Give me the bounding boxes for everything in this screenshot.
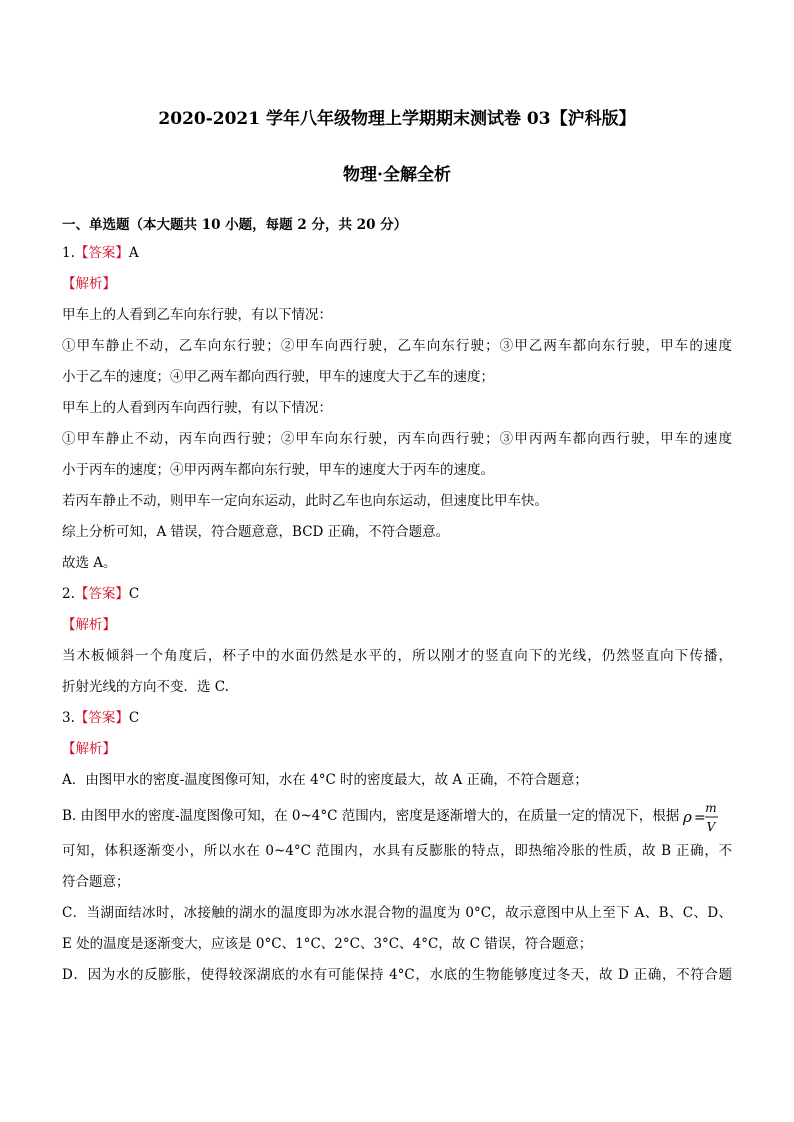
q2-answer: C [128,586,140,602]
q1-answer-line [62,238,732,269]
answer-label: 【答案】 [74,245,129,261]
document-body [62,212,732,991]
q3-answer: C [128,710,140,726]
analysis-label: 【解析】 [62,276,116,292]
q2-number: 2. [62,586,75,602]
formula-numerator: m [705,800,717,815]
q3-option-c-line2: E 处的温度是逐渐变大，应该是 0°C、1°C、2°C、3°C、4°C，故 C 错误，符合题意； [62,936,593,952]
q1-text-line: 甲车上的人看到丙车向西行驶，有以下情况： [62,400,332,416]
q3-answer-line [62,703,732,734]
q3-option-c-line1: C．当湖面结冰时，冰接触的湖水的温度即为冰水混合物的温度为 0°C，故示意图中从上至下 A、B、C、D、 [62,905,732,921]
q1-text-line: 甲车上的人看到乙车向东行驶，有以下情况： [62,307,332,323]
q3-option-d: D．因为水的反膨胀，使得较深湖底的水有可能保持 4°C，水底的生物能够度过冬天，故 D 正确，不符合题 [62,967,732,983]
q1-number: 1. [62,245,75,261]
density-formula-svg [681,800,727,834]
q3-option-b-line2: 可知，体积逐渐变小，所以水在 0~4°C 范围内，水具有反膨胀的特点，即热缩冷胀的性质，故 B 正确，不 [62,843,732,859]
q1-text-line: 综上分析可知，A 错误，符合题意意，BCD 正确，不符合题意。 [62,524,450,540]
answer-label: 【答案】 [74,586,129,602]
formula-denominator: V [706,819,716,834]
analysis-label: 【解析】 [62,617,116,633]
q1-text-line: 小于丙车的速度；④甲丙两车都向东行驶，甲车的速度大于丙车的速度。 [62,462,494,478]
q3-option-b-line1 [62,796,732,836]
q1-answer: A [128,245,139,261]
analysis-label: 【解析】 [62,741,116,757]
answer-label: 【答案】 [74,710,129,726]
page-title: 2020-2021 学年八年级物理上学期期末测试卷 03【沪科版】 [158,109,636,129]
formula-rho: ρ [683,807,693,826]
page-subtitle: 物理·全解全析 [343,165,451,185]
q3-option-b-text: B. 由图甲水的密度-温度图像可知，在 0~4°C 范围内，密度是逐渐增大的，在质量一定的情况下，根据 [62,808,680,824]
q2-text-line: 折射光线的方向不变．选 C. [62,679,229,695]
q1-text-line: 小于乙车的速度；④甲乙两车都向西行驶，甲车的速度大于乙车的速度； [62,369,494,385]
q3-option-b-line3: 符合题意； [62,874,130,890]
q2-answer-line [62,579,732,610]
density-formula [681,800,727,834]
section-heading: 一、单选题（本大题共 10 小题，每题 2 分，共 20 分） [62,217,408,233]
formula-equals: = [694,809,706,826]
q1-text-line: 若丙车静止不动，则甲车一定向东运动，此时乙车也向东运动，但速度比甲车快。 [62,493,548,509]
q1-text-line: ①甲车静止不动，乙车向东行驶；②甲车向西行驶，乙车向东行驶；③甲乙两车都向东行驶，甲车的速度 [62,338,732,354]
q3-number: 3. [62,710,75,726]
q3-option-a: A．由图甲水的密度-温度图像可知，水在 4°C 时的密度最大，故 A 正确，不符合题意； [62,772,588,788]
q2-text-line: 当木板倾斜一个角度后，杯子中的水面仍然是水平的，所以刚才的竖直向下的光线，仍然竖直向下传播， [62,648,732,664]
q1-text-line: 故选 A。 [62,555,117,571]
q1-text-line: ①甲车静止不动，丙车向西行驶；②甲车向东行驶，丙车向西行驶；③甲丙两车都向西行驶，甲车的速度 [62,431,732,447]
